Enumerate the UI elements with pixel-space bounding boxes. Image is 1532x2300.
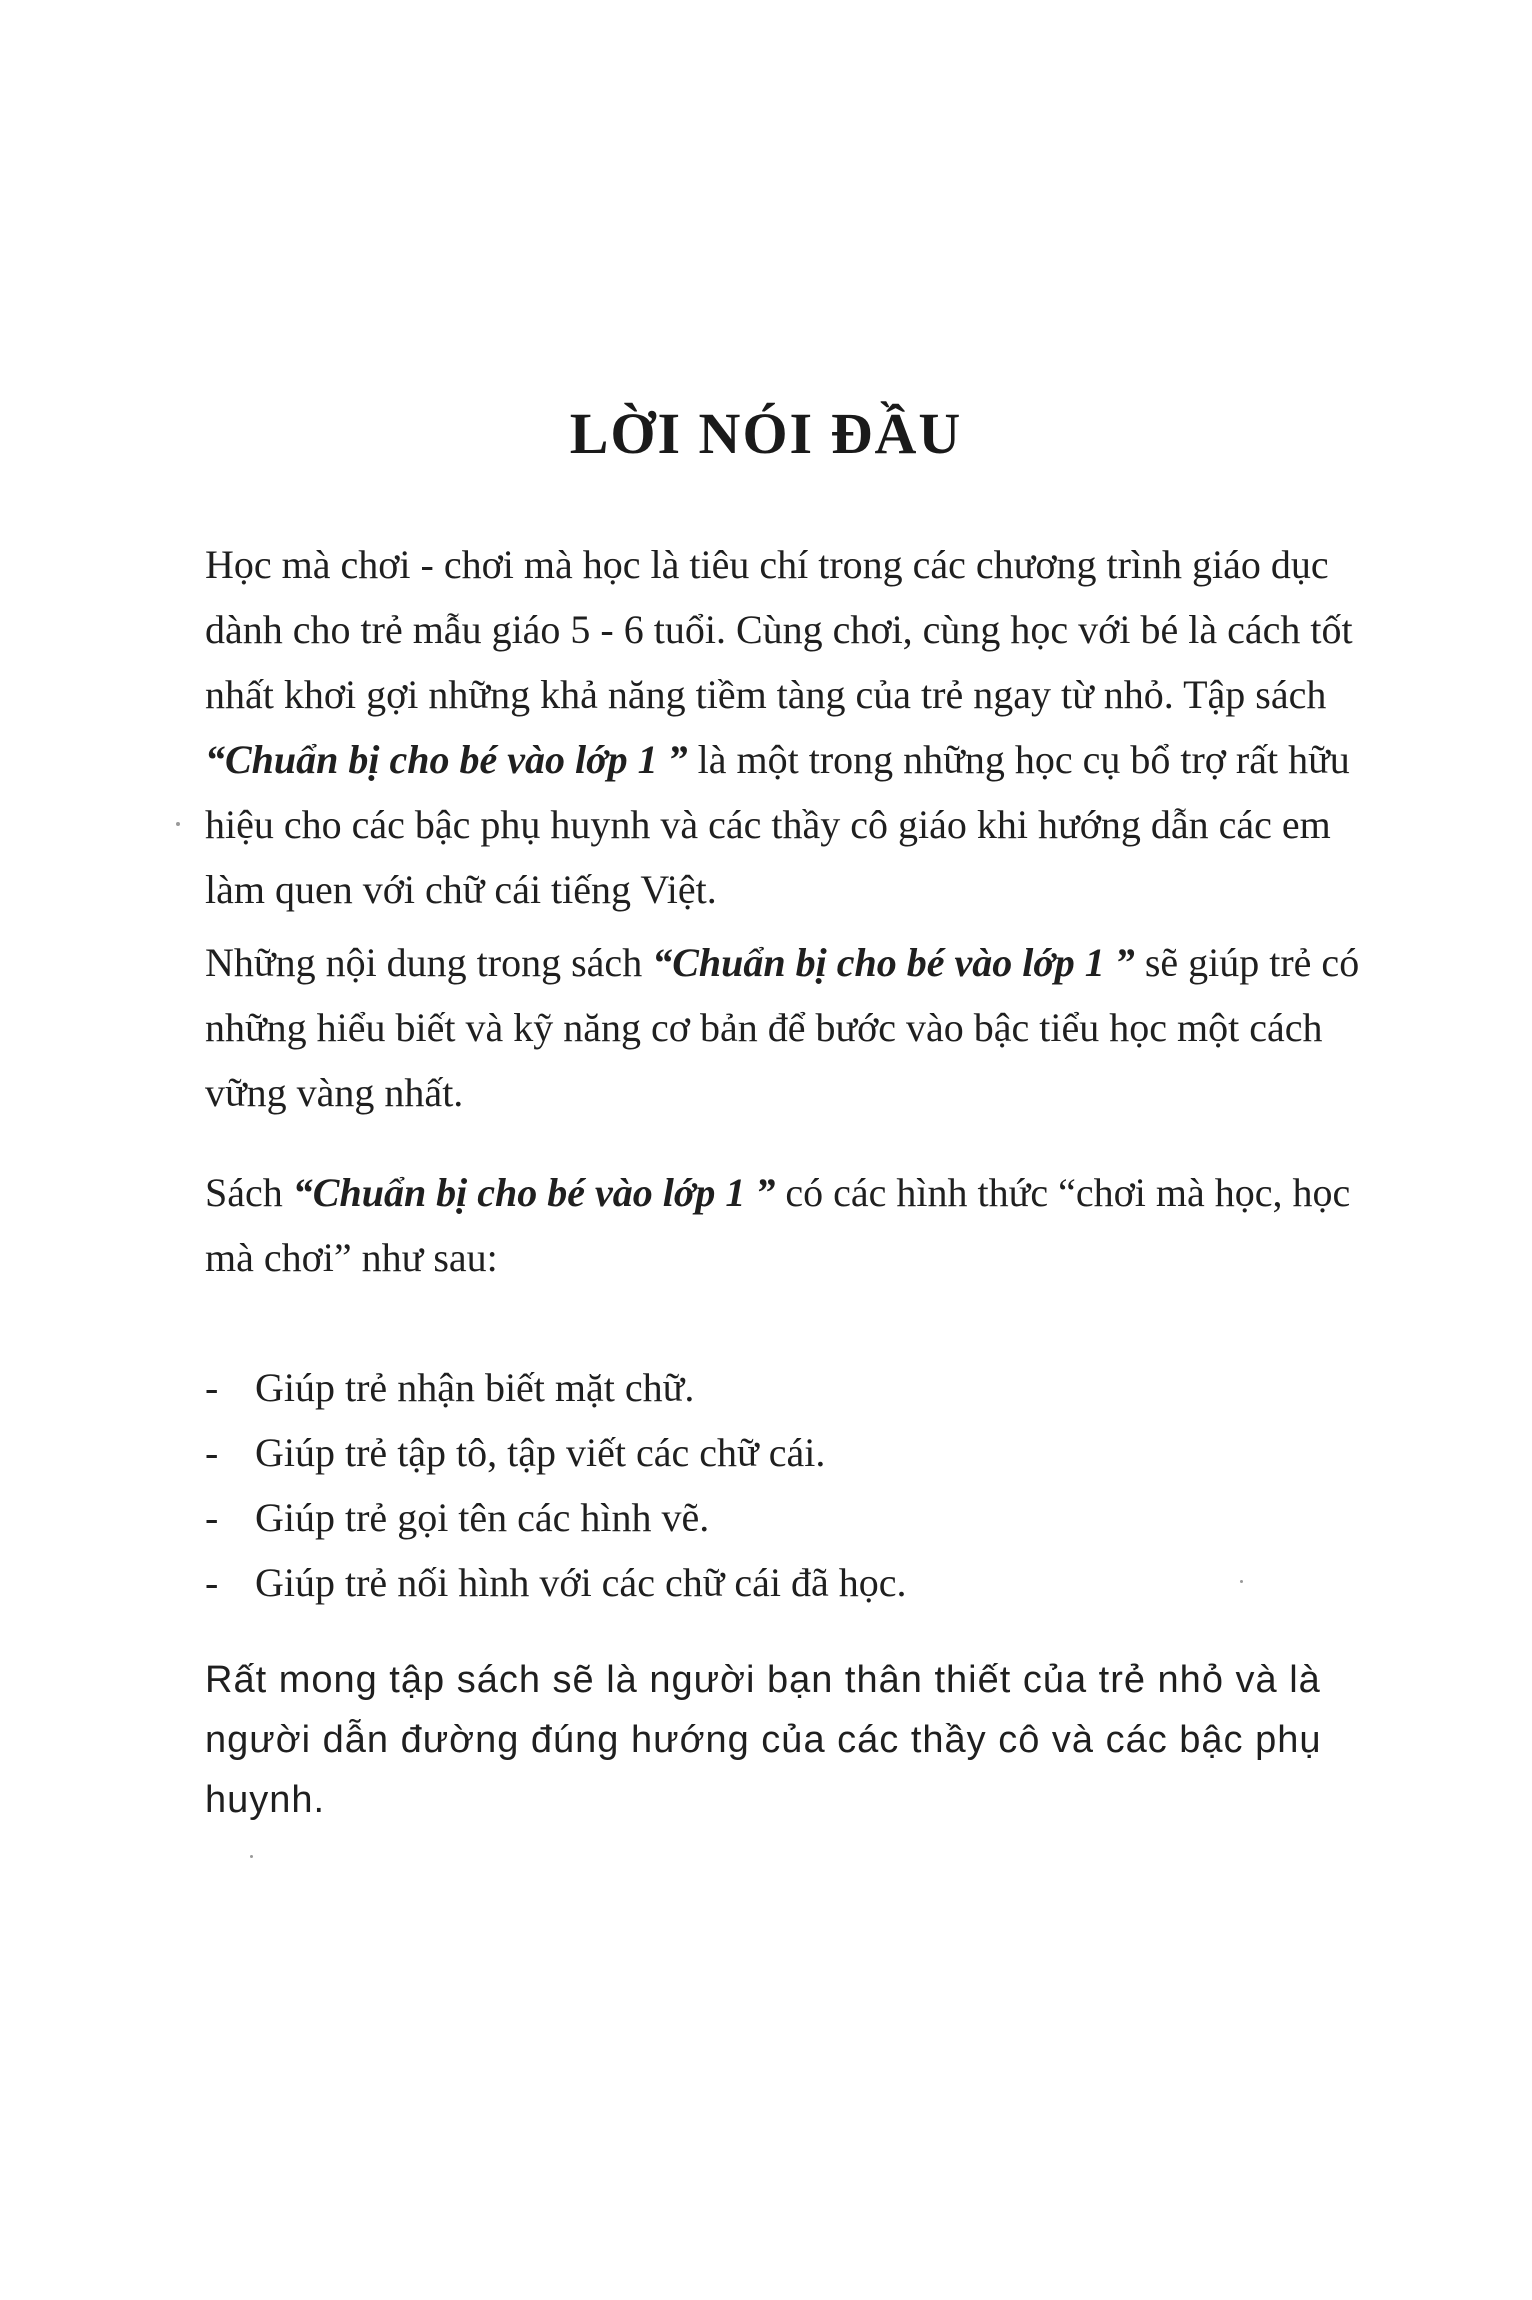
book-title-emphasis: “Chuẩn bị cho bé vào lớp 1 ” — [292, 1170, 776, 1215]
activity-list — [205, 1355, 1375, 1615]
list-item — [205, 1485, 1375, 1550]
list-bullet: - — [205, 1560, 219, 1605]
list-item — [205, 1420, 1375, 1485]
paragraph-contents-text-2: sẽ giúp trẻ có những hiểu biết và kỹ năng cơ bản để bước vào bậc tiểu học một cách vững vàng nhất. — [205, 940, 1360, 1115]
paragraph-forms-text-1: Sách — [205, 1170, 293, 1215]
paragraph-intro-text-2: là một trong những học cụ bổ trợ rất hữu hiệu cho các bậc phụ huynh và các thầy cô giáo khi hướng dẫn các em làm quen với chữ cái tiếng Việt. — [205, 737, 1350, 912]
list-item — [205, 1355, 1375, 1420]
page-title: LỜI NÓI ĐẦU — [569, 401, 963, 466]
list-item-text: Giúp trẻ tập tô, tập viết các chữ cái. — [255, 1430, 826, 1475]
print-speck — [1240, 1580, 1243, 1583]
list-item — [205, 1550, 1375, 1615]
paragraph-closing: Rất mong tập sách sẽ là người bạn thân thiết của trẻ nhỏ và là người dẫn đường đúng hướng của các thầy cô và các bậc phụ huynh. — [205, 1659, 1322, 1821]
print-speck — [176, 822, 180, 826]
paragraph-contents — [205, 930, 1375, 1125]
book-title-emphasis: “Chuẩn bị cho bé vào lớp 1 ” — [652, 940, 1135, 985]
list-bullet: - — [205, 1430, 219, 1475]
list-bullet: - — [205, 1365, 219, 1410]
book-title-emphasis: “Chuẩn bị cho bé vào lớp 1 ” — [205, 737, 688, 782]
print-speck — [250, 1855, 253, 1858]
paragraph-intro — [205, 532, 1375, 922]
paragraph-contents-text-1: Những nội dung trong sách — [205, 940, 653, 985]
paragraph-forms-text-2: có các hình thức “chơi mà học, học mà chơi” như sau: — [205, 1170, 1351, 1280]
paragraph-forms — [205, 1160, 1375, 1290]
list-bullet: - — [205, 1495, 219, 1540]
list-item-text: Giúp trẻ gọi tên các hình vẽ. — [255, 1495, 710, 1540]
paragraph-intro-text-1: Học mà chơi - chơi mà học là tiêu chí trong các chương trình giáo dục dành cho trẻ mẫu giáo 5 - 6 tuổi. Cùng chơi, cùng học với bé là cách tốt nhất khơi gợi những khả năng tiềm tàng của trẻ ngay từ nhỏ. Tập sách — [205, 542, 1353, 717]
list-item-text: Giúp trẻ nhận biết mặt chữ. — [255, 1365, 695, 1410]
list-item-text: Giúp trẻ nối hình với các chữ cái đã học. — [255, 1560, 907, 1605]
